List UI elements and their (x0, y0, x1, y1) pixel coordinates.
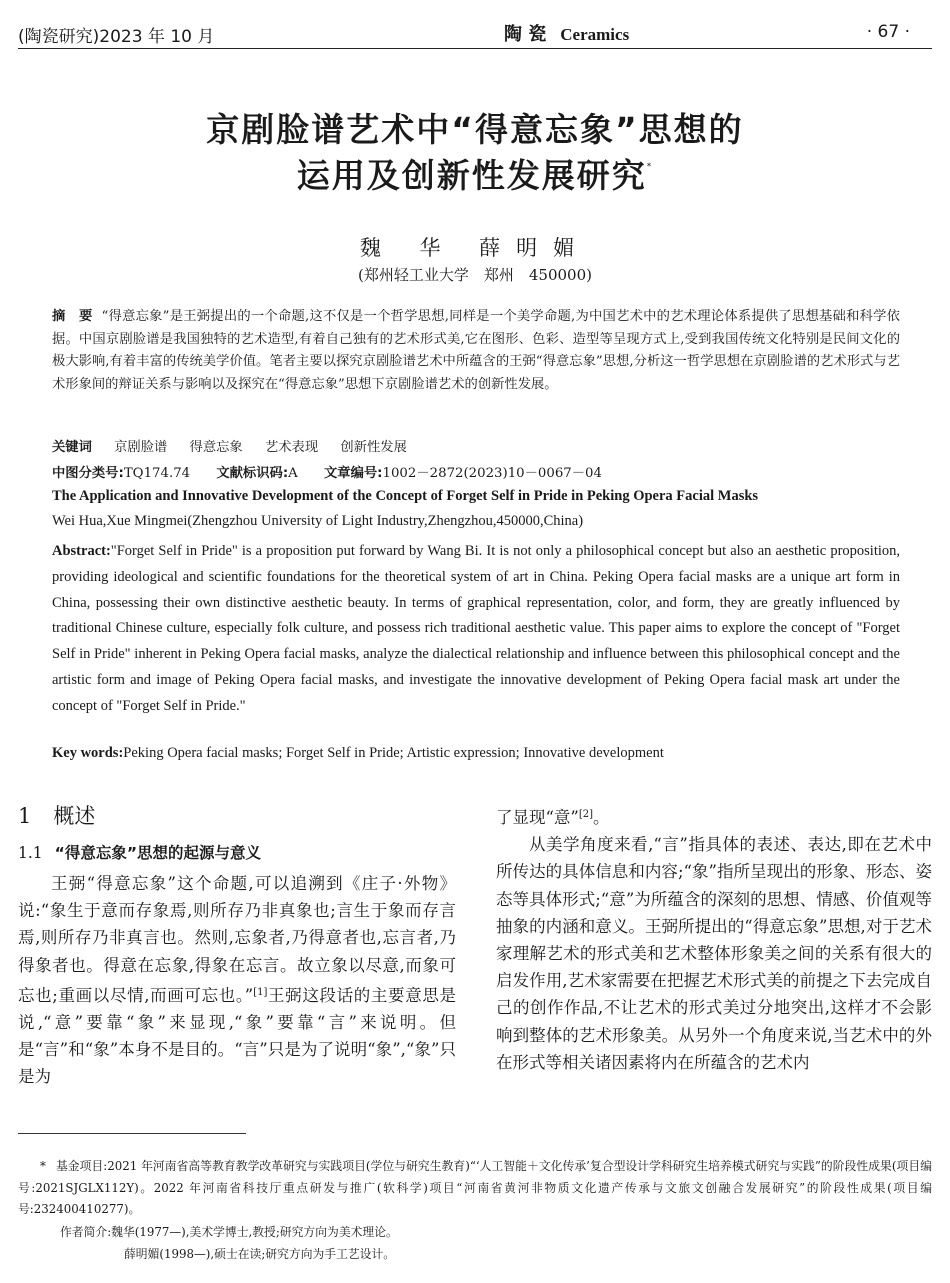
clc-value: TQ174.74 (123, 466, 191, 481)
doc-code-label: 文献标识码: (216, 466, 289, 481)
english-authors: Wei Hua,Xue Mingmei(Zhengzhou University of Light Industry,Zhengzhou,450000,China) (52, 513, 584, 529)
title-line-1: 京剧脸谱艺术中“得意忘象”思想的 (206, 110, 744, 149)
clc-label: 中图分类号: (52, 466, 124, 481)
keyword-zh: 创新性发展 (340, 440, 407, 455)
title-line-2 (0, 150, 950, 197)
footnote-fund (18, 1156, 932, 1221)
citation: [1] (253, 986, 268, 998)
keyword-zh: 艺术表现 (264, 440, 319, 455)
keywords-zh (52, 436, 425, 455)
keywords-en (52, 745, 912, 762)
keywords-zh-label: 关键词 (52, 440, 92, 455)
subsection-heading (18, 841, 261, 863)
footnote-author-2: 薛明媚(1998—),硕士在读;研究方向为手工艺设计。 (124, 1247, 396, 1261)
section-number: 1 (18, 804, 32, 828)
body-text: 王弼“得意忘象”这个命题,可以追溯到《庄子·外物》说:“象生于意而存象焉,则所存乃非真象也;言生于象而存言焉,则所存乃非真言也。然则,忘象者,乃得意者也,忘言者,乃得象者也。得意在忘象,得象在忘言。故立象以尽意,而象可忘也;重画以尽情,而画可忘也。” (18, 874, 456, 1005)
body-left-column (18, 870, 456, 1091)
title-footnote-mark: * (646, 162, 654, 172)
journal-name-en: Ceramics (560, 25, 630, 44)
article-number-label: 文章编号: (324, 466, 383, 481)
english-title: The Application and Innovative Development of the Concept of Forget Self in Pride in Peking Opera Facial Masks (52, 488, 759, 504)
footnote-mark: * (40, 1159, 46, 1173)
body-paragraph (18, 870, 456, 1091)
journal-name-zh: 陶 瓷 (504, 24, 547, 45)
section-title: 概述 (53, 804, 96, 828)
classification-line (52, 462, 602, 481)
page-number: · 67 · (866, 22, 910, 42)
keyword-zh: 得意忘象 (189, 440, 243, 455)
doc-code-value: A (288, 466, 298, 481)
running-header (18, 18, 932, 49)
abstract-zh-text: “得意忘象”是王弼提出的一个命题,这不仅是一个哲学思想,同样是一个美学命题,为中国艺术中的艺术理论体系提供了思想基础和科学依据。中国京剧脸谱是我国独特的艺术造型,有着自己独有的艺术形式美,它在图形、色彩、造型等呈现方式上,受到我国传统文化特别是民间文化的极大影响,有着丰富的传统美学价值。笔者主要以探究京剧脸谱艺术中所蕴含的王弼“得意忘象”思想,分析这一哲学思想在京剧脸谱的艺术形式与艺术形象间的辩证关系与影响以及探究在“得意忘象”思想下京剧脸谱艺术的创新性发展。 (52, 309, 900, 392)
body-paragraph: 从美学角度来看,“言”指具体的表述、表达,即在艺术中所传达的具体信息和内容;“象”指所呈现出的形象、形态、姿态等具体形式;“意”为所蕴含的深刻的思想、情感、价值观等抽象的内涵和意义。王弼所提出的“得意忘象”思想,对于艺术家理解艺术的形式美和艺术整体形象美之间的关系有很大的启发作用,艺术家需要在把握艺术形式美的前提之下去完成自己的创作作品,不让艺术的形式美过分地突出,这样才不会影响到整体的艺术形象美。从另外一个角度来说,当艺术中的外在形式等相关诸因素将内在所蕴含的艺术内 (496, 835, 932, 1072)
abstract-zh-label: 摘 要 (52, 309, 93, 324)
body-paragraph (496, 801, 932, 831)
subsection-number: 1.1 (18, 844, 43, 862)
abstract-en (52, 539, 900, 720)
citation: [2] (578, 809, 594, 820)
abstract-en-label: Abstract: (52, 543, 111, 559)
body-right-column (496, 801, 932, 1076)
keywords-en-label: Key words: (52, 745, 124, 761)
keywords-en-text: Peking Opera facial masks; Forget Self in Pride; Artistic expression; Innovative development (123, 745, 664, 761)
body-text: 。 (593, 808, 610, 827)
subsection-title: “得意忘象”思想的起源与意义 (54, 844, 262, 862)
title-line-2-text: 运用及创新性发展研究 (296, 156, 647, 195)
abstract-zh (52, 306, 900, 396)
body-text: 王弼这段话的主要意思是说,“意”要靠“象”来显现,“象”要靠“言”来说明。但是“言”和“象”本身不是目的。“言”只是为了说明“象”,“象”只是为 (18, 985, 456, 1087)
article-number-value: 1002－2872(2023)10－0067－04 (382, 466, 602, 481)
keyword-zh: 京剧脸谱 (114, 440, 168, 455)
footnote-author-1: 作者简介:魏华(1977—),美术学博士,教授;研究方向为美术理论。 (60, 1225, 398, 1239)
section-heading (18, 800, 95, 830)
journal-name (504, 20, 629, 46)
body-text: 了显现“意” (496, 808, 579, 827)
affiliation: (郑州轻工业大学 郑州 450000) (358, 266, 592, 284)
footnote-fund-text: 基金项目:2021 年河南省高等教育教学改革研究与实践项目(学位与研究生教育)“‘人工智能＋文化传承’复合型设计学科研究生培养模式研究与实践”的阶段性成果(项目编号:2021SJGLX112Y)。2022 年河南省科技厅重点研发与推广(软科学)项目“河南省黄河非物质文化遗产传承与文旅文创融合发展研究”的阶段性成果(项目编号:232400410277)。 (18, 1159, 932, 1216)
authors: 魏 华 薛明媚 (359, 236, 591, 260)
journal-issue: (陶瓷研究)2023 年 10 月 (18, 27, 215, 47)
footnote-divider (18, 1133, 246, 1134)
abstract-en-text: "Forget Self in Pride" is a proposition put forward by Wang Bi. It is not only a philosophical concept but also an aesthetic proposition, providing ideological and scientific foundations for the theoretical system of art in China. Peking Opera facial masks are a unique art form in China, possessing their own distinctive aesthetic beauty. In terms of graphical representation, color, and form, they are greatly influenced by traditional Chinese culture, especially folk culture, and possess rich traditional aesthetic value. This paper aims to explore the concept of "Forget Self in Pride" inherent in Peking Opera facial masks, analyze the dialectical relationship and influence between this philosophical concept and the artistic form and image of Peking Opera facial masks, and investigate the innovative development of Peking Opera facial mask art under the concept of "Forget Self in Pride." (52, 543, 900, 714)
